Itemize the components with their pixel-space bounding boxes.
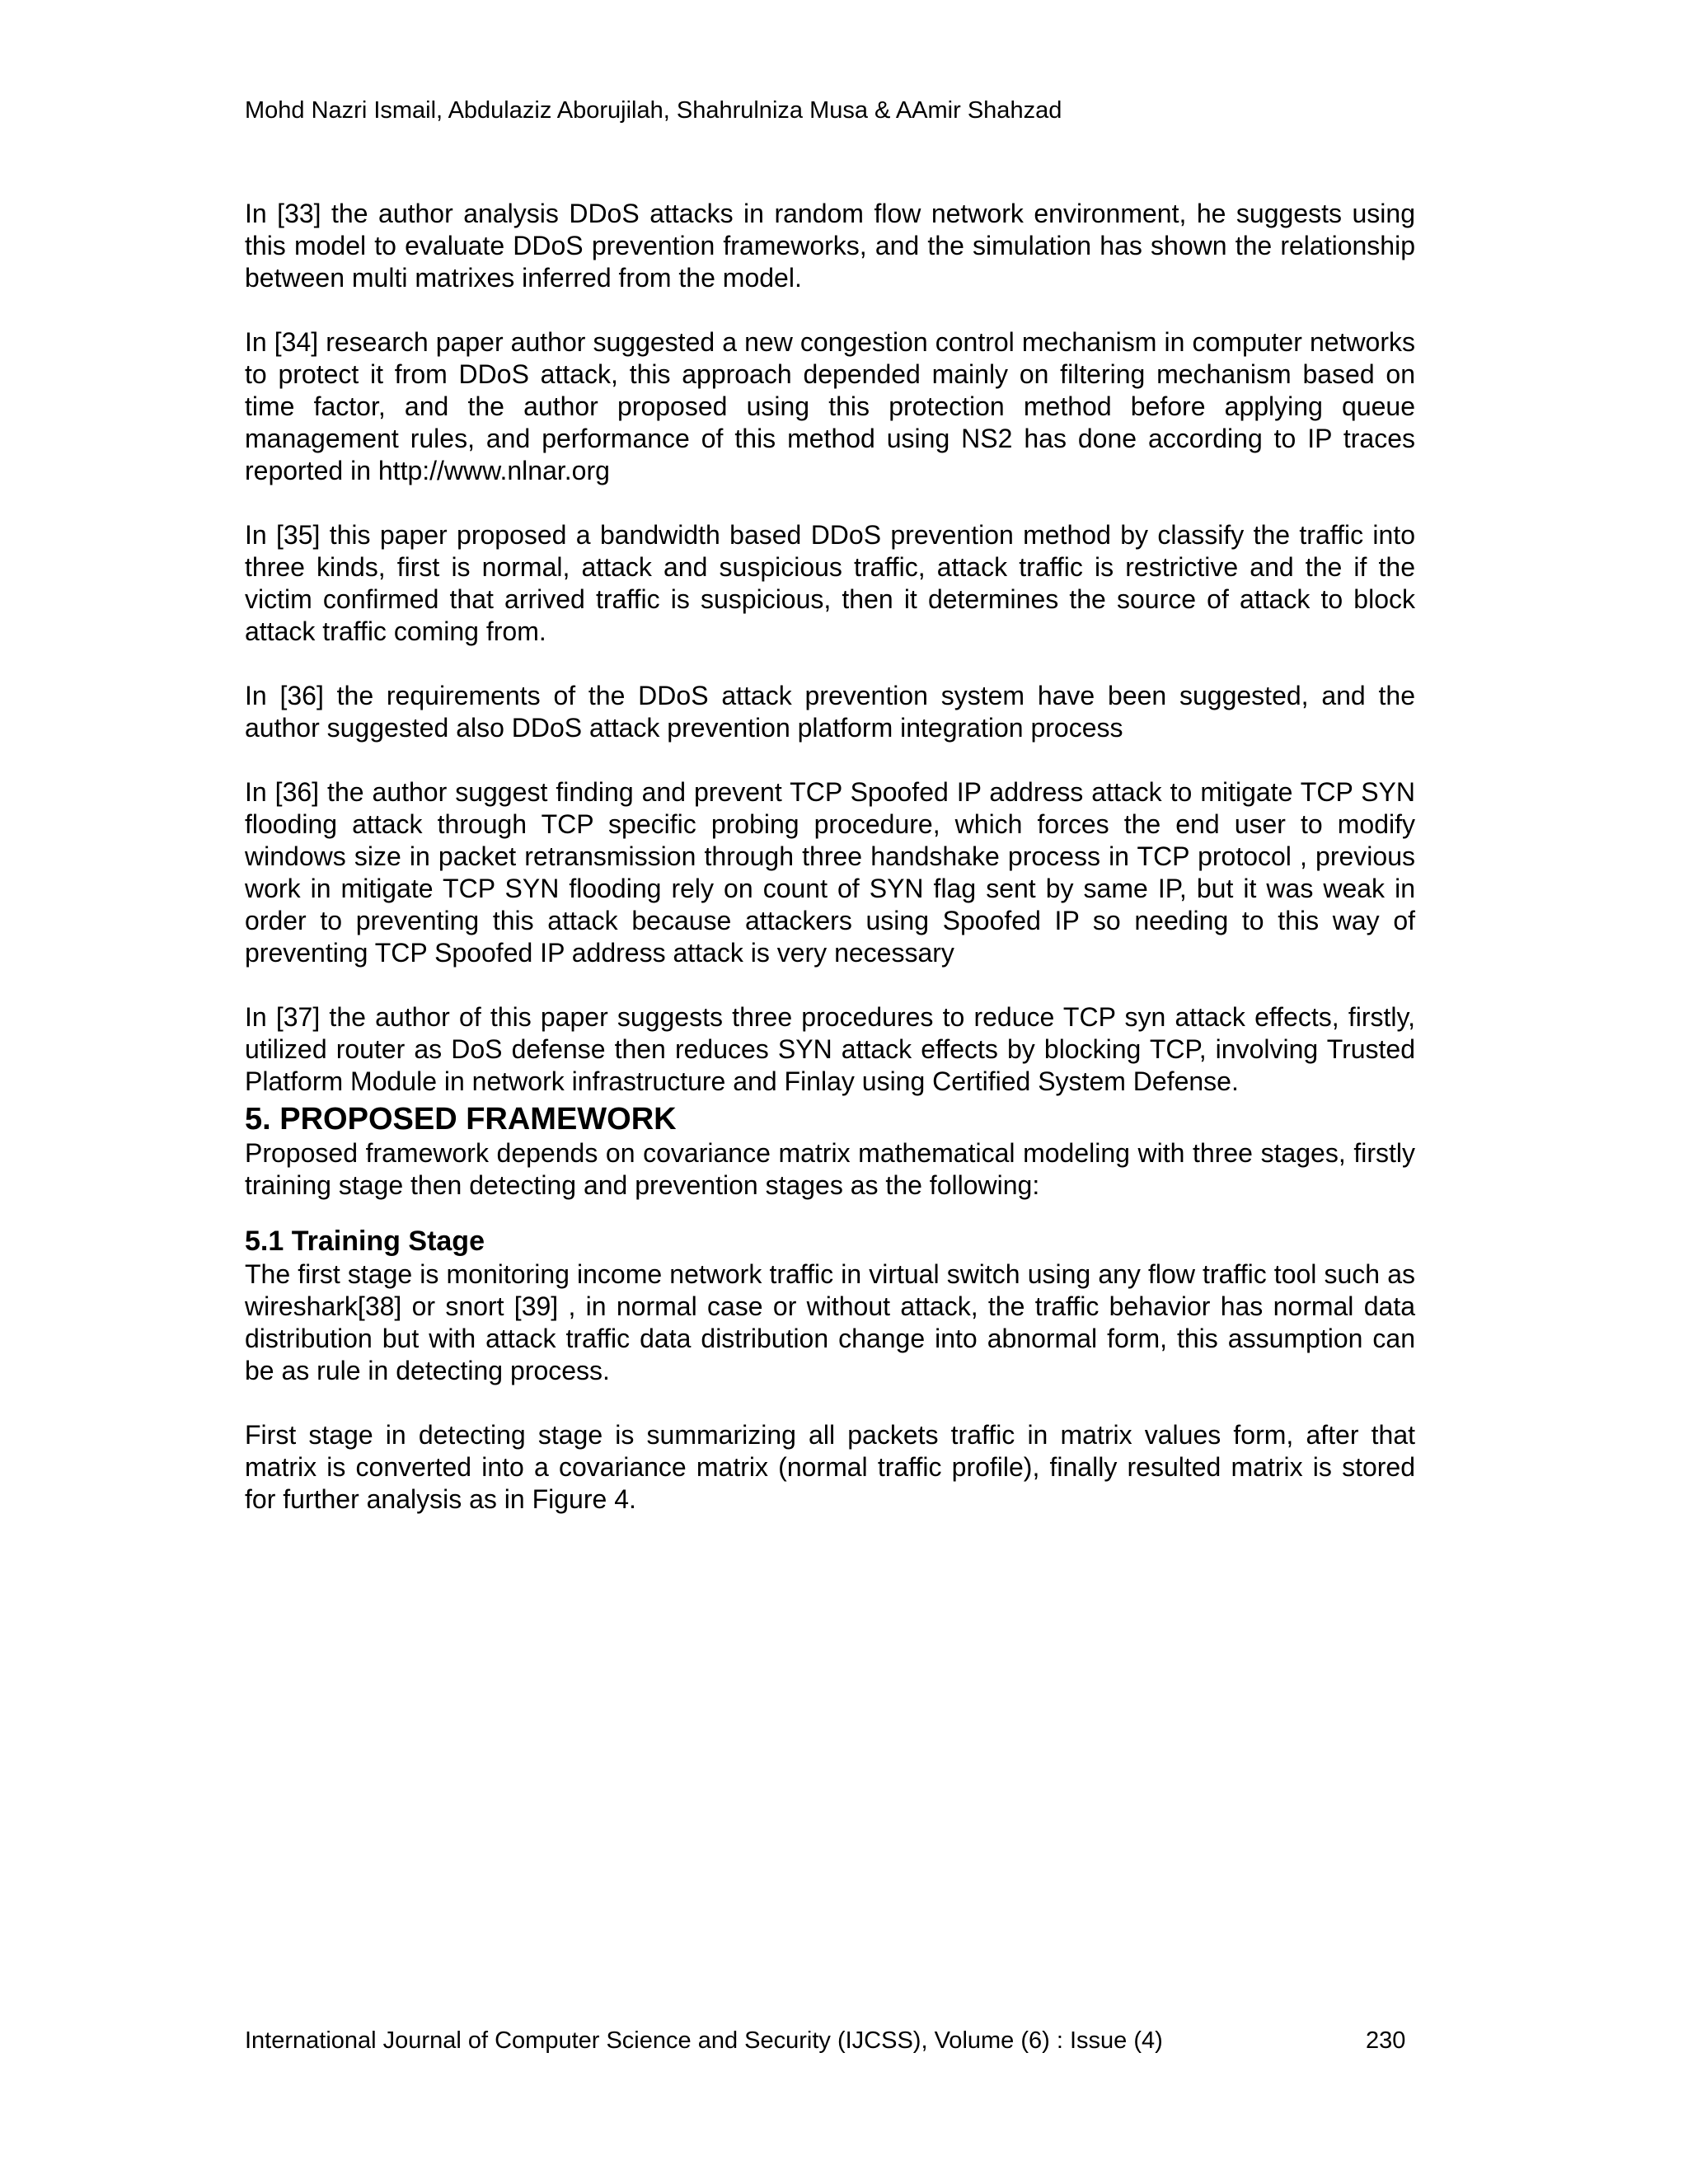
- section-intro-paragraph: Proposed framework depends on covariance matrix mathematical modeling with three stages, firstly training stage then detecting and prevention stages as the following:: [245, 1138, 1415, 1200]
- running-header-authors: Mohd Nazri Ismail, Abdulaziz Aborujilah, Shahrulniza Musa & AAmir Shahzad: [245, 97, 1062, 124]
- subsection-heading-training-stage: 5.1 Training Stage: [245, 1226, 485, 1257]
- paragraph-ref-35: In [35] this paper proposed a bandwidth based DDoS prevention method by classify the traffic into three kinds, first is normal, attack and suspicious traffic, attack traffic is restrictive and the if the victim confirmed that arrived traffic is suspicious, then it determines the source of attack to block attack traffic coming from.: [245, 520, 1415, 646]
- training-stage-paragraph-1: The first stage is monitoring income network traffic in virtual switch using any flow traffic tool such as wireshark[38] or snort [39] , in normal case or without attack, the traffic behavior has normal data distribution but with attack traffic data distribution change into abnormal form, this assumption can be as rule in detecting process.: [245, 1259, 1415, 1385]
- footer-journal-citation: International Journal of Computer Science and Security (IJCSS), Volume (6) : Issue (4): [245, 2027, 1163, 2054]
- paragraph-ref-37: In [37] the author of this paper suggests three procedures to reduce TCP syn attack effects, firstly, utilized router as DoS defense then reduces SYN attack effects by blocking TCP, involving Trusted Platform Module in network infrastructure and Finlay using Certified System Defense.: [245, 1002, 1415, 1096]
- section-heading-proposed-framework: 5. PROPOSED FRAMEWORK: [245, 1102, 677, 1137]
- paragraph-ref-33: In [33] the author analysis DDoS attacks in random flow network environment, he suggests using this model to evaluate DDoS prevention frameworks, and the simulation has shown the relationship between multi matrixes inferred from the model.: [245, 199, 1415, 293]
- footer-page-number: 230: [1366, 2027, 1406, 2054]
- paragraph-ref-36-tcp-spoofed: In [36] the author suggest finding and prevent TCP Spoofed IP address attack to mitigate TCP SYN flooding attack through TCP specific probing procedure, which forces the end user to modify windows size in packet retransmission through three handshake process in TCP protocol , previous work in mitigate TCP SYN flooding rely on count of SYN flag sent by same IP, but it was weak in order to preventing this attack because attackers using Spoofed IP so needing to this way of preventing TCP Spoofed IP address attack is very necessary: [245, 777, 1415, 968]
- training-stage-paragraph-2: First stage in detecting stage is summarizing all packets traffic in matrix values form, after that matrix is converted into a covariance matrix (normal traffic profile), finally resulted matrix is stored for further analysis as in Figure 4.: [245, 1420, 1415, 1514]
- main-content: [245, 198, 1415, 1548]
- paragraph-ref-34: In [34] research paper author suggested a new congestion control mechanism in computer networks to protect it from DDoS attack, this approach depended mainly on filtering mechanism based on time factor, and the author proposed using this protection method before applying queue management rules, and performance of this method using NS2 has done according to IP traces reported in http://www.nlnar.org: [245, 327, 1415, 485]
- paragraph-ref-36-requirements: In [36] the requirements of the DDoS attack prevention system have been suggested, and the author suggested also DDoS attack prevention platform integration process: [245, 681, 1415, 743]
